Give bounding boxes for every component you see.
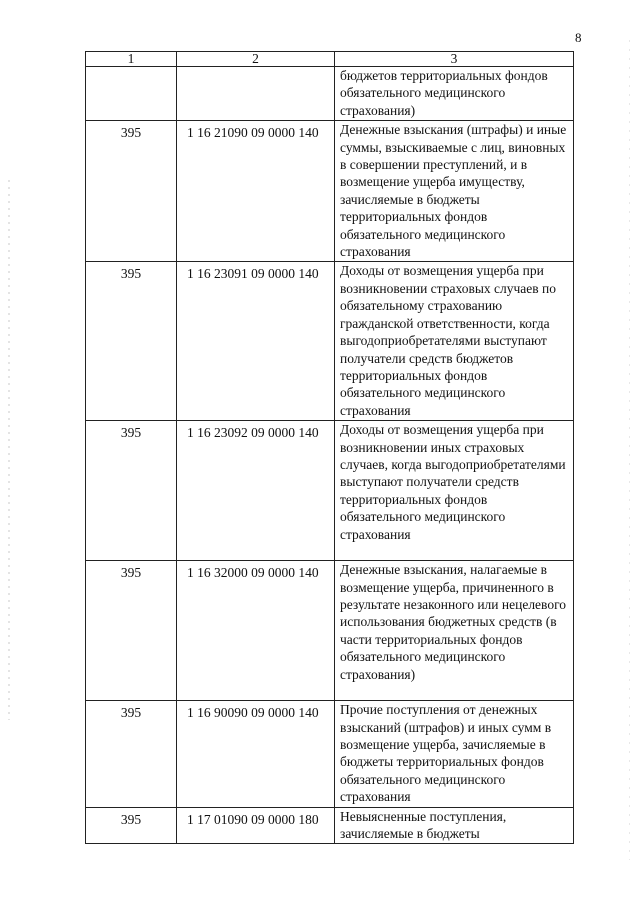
admin-code-cell: 395 — [86, 421, 177, 561]
scan-edge-marks — [629, 40, 630, 860]
budget-code-cell: 1 16 90090 09 0000 140 — [177, 701, 335, 807]
table-row — [86, 67, 574, 121]
description-cell: бюджетов территориальных фондов обязательного медицинского страхования) — [335, 67, 574, 121]
description-cell: Денежные взыскания (штрафы) и иные суммы, взыскиваемые с лиц, виновных в совершении преступлений, и в возмещение ущерба имуществу, зачисляемые в бюджеты территориальных фондов обязательного медицинского страхования — [335, 121, 574, 262]
description-cell: Доходы от возмещения ущерба при возникновении иных страховых случаев, когда выгодоприобретателями выступают получатели средств территориальных фондов обязательного медицинского страхования — [335, 421, 574, 561]
budget-codes-table — [85, 51, 574, 844]
description-cell: Прочие поступления от денежных взысканий (штрафов) и иных сумм в возмещение ущерба, зачисляемые в бюджеты территориальных фондов обязательного медицинского страхования — [335, 701, 574, 807]
admin-code-cell: 395 — [86, 807, 177, 844]
column-header: 3 — [335, 52, 574, 67]
budget-code-cell: 1 16 23091 09 0000 140 — [177, 262, 335, 421]
table-header-row — [86, 52, 574, 67]
scan-edge-marks — [8, 180, 10, 720]
table-row — [86, 262, 574, 421]
budget-code-cell: 1 16 23092 09 0000 140 — [177, 421, 335, 561]
column-header: 2 — [177, 52, 335, 67]
budget-code-cell — [177, 67, 335, 121]
column-header: 1 — [86, 52, 177, 67]
admin-code-cell — [86, 67, 177, 121]
admin-code-cell: 395 — [86, 262, 177, 421]
admin-code-cell: 395 — [86, 701, 177, 807]
table-row — [86, 561, 574, 701]
table-row — [86, 701, 574, 807]
budget-code-cell: 1 17 01090 09 0000 180 — [177, 807, 335, 844]
table-row — [86, 121, 574, 262]
admin-code-cell: 395 — [86, 121, 177, 262]
table-row — [86, 807, 574, 844]
admin-code-cell: 395 — [86, 561, 177, 701]
table-row — [86, 421, 574, 561]
description-cell: Доходы от возмещения ущерба при возникновении страховых случаев по обязательному страхованию гражданской ответственности, когда выгодоприобретателями выступают получатели средств бюджетов территориальных фондов обязательного медицинского страхования — [335, 262, 574, 421]
description-cell: Денежные взыскания, налагаемые в возмещение ущерба, причиненного в результате незаконного или нецелевого использования бюджетных средств (в части территориальных фондов обязательного медицинского страхования) — [335, 561, 574, 701]
description-cell: Невыясненные поступления, зачисляемые в бюджеты — [335, 807, 574, 844]
page-number: 8 — [575, 30, 582, 45]
budget-code-cell: 1 16 21090 09 0000 140 — [177, 121, 335, 262]
budget-code-cell: 1 16 32000 09 0000 140 — [177, 561, 335, 701]
